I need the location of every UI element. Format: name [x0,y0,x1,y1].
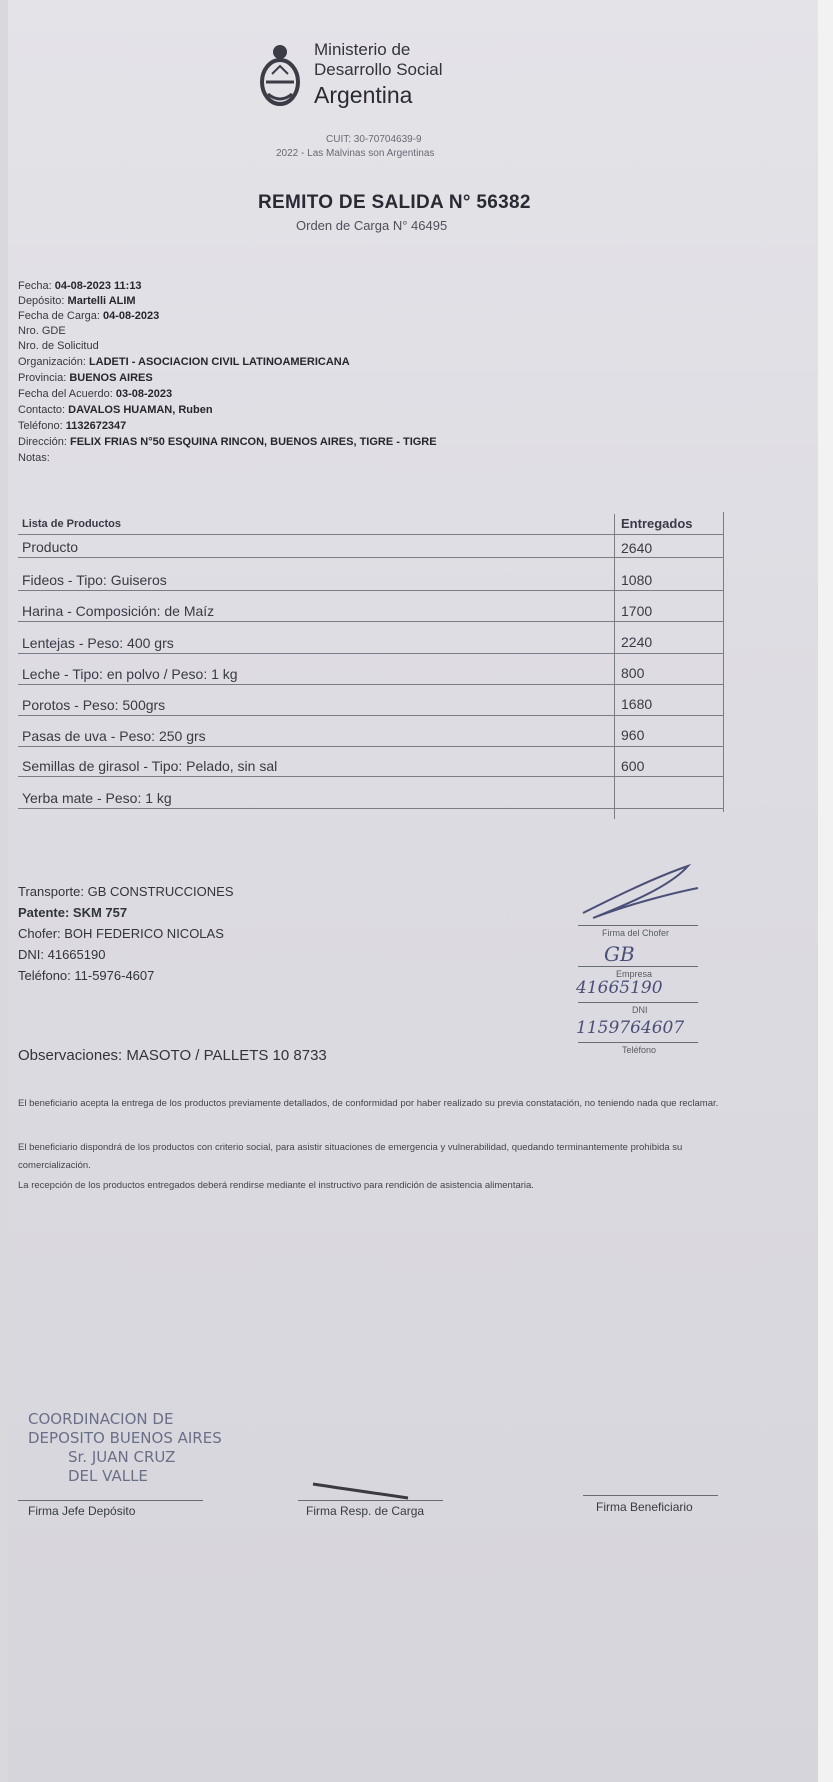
dni-handwritten: 41665190 [576,978,663,998]
table-row-qty: 600 [621,758,645,774]
meta-row-provincia: Provincia: BUENOS AIRES [18,372,153,384]
table-row-product: Lentejas - Peso: 400 grs [22,635,174,651]
table-row-product: Semillas de girasol - Tipo: Pelado, sin sal [22,758,278,774]
table-row-qty: 1680 [621,696,653,712]
phone-label: Teléfono [622,1045,657,1055]
meta-row-direccion: Dirección: FELIX FRIAS N°50 ESQUINA RINCON, BUENOS AIRES, TIGRE - TIGRE [18,436,437,448]
beneficiary-signature-label: Firma Beneficiario [596,1500,693,1514]
stamp-line: DEPOSITO BUENOS AIRES [28,1429,222,1447]
legal-clause: comercialización. [18,1160,91,1171]
meta-row-gde: Nro. GDE [18,325,66,337]
document-page [8,0,818,1782]
table-row-qty: 960 [621,727,645,743]
table-row-qty: 2640 [621,540,653,556]
driver-signature-label: Firma del Chofer [602,928,670,938]
warehouse-stamp [28,1410,228,1486]
company-label: Empresa [616,969,653,979]
load-manager-signature-label: Firma Resp. de Carga [306,1504,425,1518]
national-coat-of-arms-icon [258,44,302,108]
transport-plate: Patente: SKM 757 [18,905,128,920]
table-row-product: Porotos - Peso: 500grs [22,697,166,713]
warehouse-chief-signature-label: Firma Jefe Depósito [28,1504,136,1518]
meta-row-organizacion: Organización: LADETI - ASOCIACION CIVIL LATINOAMERICANA [18,356,350,368]
meta-row-telefono: Teléfono: 1132672347 [18,420,127,432]
transport-phone: Teléfono: 11-5976-4607 [18,968,155,983]
meta-row-solicitud: Nro. de Solicitud [18,340,99,352]
stamp-line: DEL VALLE [68,1467,148,1485]
country-name: Argentina [314,82,413,108]
year-motto: 2022 - Las Malvinas son Argentinas [276,148,435,159]
meta-row-fecha: Fecha: 04-08-2023 11:13 [18,280,142,292]
meta-row-contacto: Contacto: DAVALOS HUAMAN, Ruben [18,404,213,416]
table-row-product: Leche - Tipo: en polvo / Peso: 1 kg [22,666,238,682]
meta-row-deposito: Depósito: Martelli ALIM [18,295,136,307]
table-row-product: Fideos - Tipo: Guiseros [22,572,167,588]
table-row-product: Yerba mate - Peso: 1 kg [22,790,172,806]
ministry-name-line2: Desarrollo Social [314,60,443,79]
driver-signature [573,858,703,928]
meta-row-fecha-carga: Fecha de Carga: 04-08-2023 [18,310,160,322]
photo-border [818,0,833,1782]
legal-clause: El beneficiario acepta la entrega de los productos previamente detallados, de conformidad por haber realizado su previa constatación, no teniendo nada que reclamar. [18,1098,719,1109]
table-header-delivered: Entregados [621,516,693,531]
cuit-number: CUIT: 30-70704639-9 [326,134,422,145]
table-row-product: Pasas de uva - Peso: 250 grs [22,728,206,744]
table-header-product: Producto [22,539,79,555]
transport-company: Transporte: GB CONSTRUCCIONES [18,884,234,899]
load-order-number: Orden de Carga N° 46495 [296,218,448,233]
company-handwritten: GB [604,942,635,966]
legal-clause: La recepción de los productos entregados deberá rendirse mediante el instructivo para rendición de asistencia alimentaria. [18,1180,534,1191]
stamp-line: COORDINACION DE [28,1410,174,1428]
meta-row-fecha-acuerdo: Fecha del Acuerdo: 03-08-2023 [18,388,173,400]
table-title: Lista de Productos [22,518,122,530]
table-row-qty: 800 [621,665,645,681]
products-table [18,512,725,830]
ministry-name-line1: Ministerio de [314,40,411,59]
table-row-qty: 1080 [621,572,653,588]
table-row-qty: 1700 [621,603,653,619]
stamp-line: Sr. JUAN CRUZ [68,1448,176,1466]
phone-handwritten: 1159764607 [576,1018,685,1038]
transport-dni: DNI: 41665190 [18,947,106,962]
dni-label: DNI [632,1005,648,1015]
transport-driver: Chofer: BOH FEDERICO NICOLAS [18,926,224,941]
table-row-qty: 2240 [621,634,653,650]
table-row-product: Harina - Composición: de Maíz [22,603,215,619]
observations: Observaciones: MASOTO / PALLETS 10 8733 [18,1047,327,1064]
document-title: REMITO DE SALIDA N° 56382 [258,192,531,213]
meta-row-notas: Notas: [18,452,50,464]
legal-clause: El beneficiario dispondrá de los productos con criterio social, para asistir situaciones de emergencia y vulnerabilidad, quedando terminantemente prohibida su [18,1142,683,1153]
